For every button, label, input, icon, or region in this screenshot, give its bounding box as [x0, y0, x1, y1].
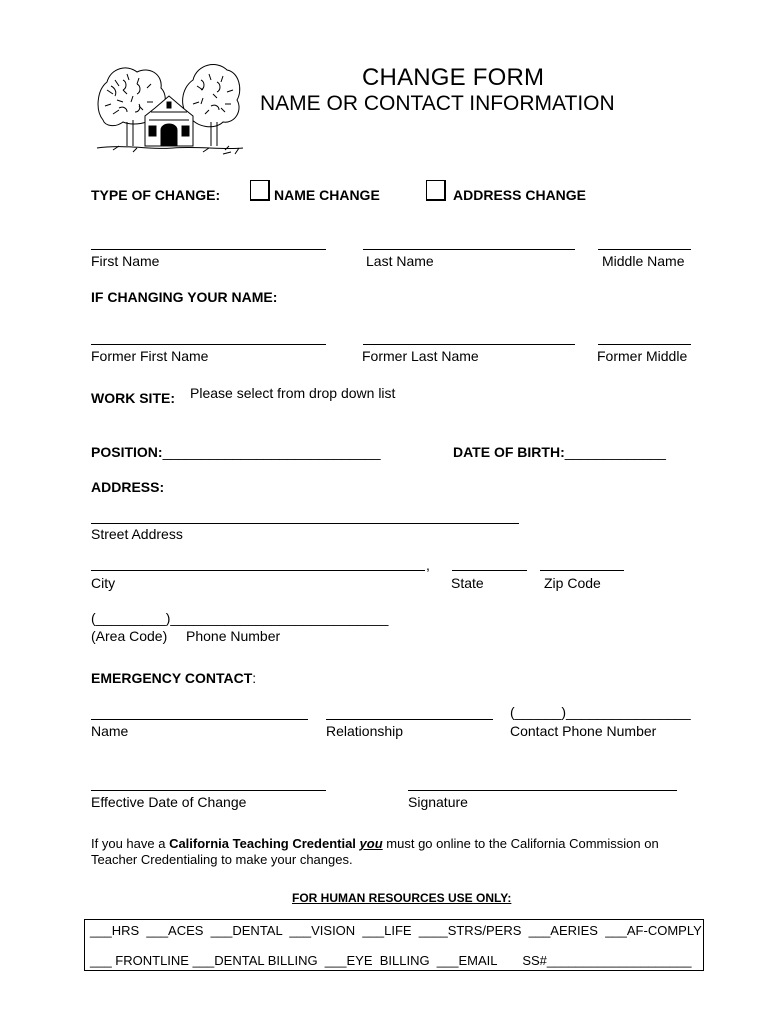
former-last-name-caption: Former Last Name [362, 348, 479, 364]
city-field[interactable] [91, 570, 425, 571]
city-comma: , [426, 557, 430, 573]
street-address-caption: Street Address [91, 526, 183, 542]
work-site-dropdown[interactable]: Please select from drop down list [190, 385, 396, 401]
first-name-field[interactable] [91, 249, 326, 250]
type-of-change-label: TYPE OF CHANGE: [91, 187, 221, 203]
changing-name-heading: IF CHANGING YOUR NAME: [91, 289, 278, 305]
name-change-checkbox[interactable] [250, 180, 270, 201]
zip-code-field[interactable] [540, 570, 624, 571]
emergency-relationship-caption: Relationship [326, 723, 404, 739]
former-first-name-caption: Former First Name [91, 348, 209, 364]
last-name-caption: Last Name [366, 253, 434, 269]
credential-note-bold: California Teaching Credential [169, 836, 356, 851]
date-of-birth-underline: _____________ [564, 444, 666, 460]
signature-field[interactable] [408, 790, 677, 791]
position-underline: ____________________________ [162, 444, 381, 460]
form-title: CHANGE FORM [362, 64, 545, 91]
state-field[interactable] [452, 570, 527, 571]
hr-use-heading: FOR HUMAN RESOURCES USE ONLY: [292, 891, 512, 905]
zip-code-caption: Zip Code [544, 575, 601, 591]
emergency-contact-label: EMERGENCY CONTACT [91, 670, 253, 686]
form-subtitle: NAME OR CONTACT INFORMATION [260, 92, 615, 115]
area-code-caption: (Area Code) [91, 628, 168, 644]
former-middle-caption: Former Middle [597, 348, 688, 364]
phone-field[interactable]: (_________)____________________________ [91, 610, 389, 626]
hr-row-1: ___HRS ___ACES ___DENTAL ___VISION ___LIFE ____STRS/PERS ___AERIES ___AF-COMPLY [90, 923, 702, 938]
address-change-label: ADDRESS CHANGE [453, 187, 587, 203]
former-first-name-field[interactable] [91, 344, 326, 345]
middle-name-field[interactable] [598, 249, 691, 250]
emergency-contact-colon: : [252, 670, 257, 686]
emergency-relationship-field[interactable] [326, 719, 493, 720]
emergency-phone-caption: Contact Phone Number [510, 723, 657, 739]
first-name-caption: First Name [91, 253, 160, 269]
position-field[interactable] [91, 444, 381, 460]
street-address-field[interactable] [91, 523, 519, 524]
credential-note-emphasis: you [359, 836, 383, 851]
credential-note [91, 836, 659, 851]
middle-name-caption: Middle Name [602, 253, 685, 269]
former-last-name-field[interactable] [363, 344, 575, 345]
address-heading: ADDRESS: [91, 479, 165, 495]
credential-note-post: must go online to the California Commission on [382, 836, 659, 851]
hr-row-2: ___ FRONTLINE ___DENTAL BILLING ___EYE BILLING ___EMAIL SS#____________________ [90, 953, 692, 968]
city-caption: City [91, 575, 116, 591]
emergency-phone-field[interactable]: (______)________________ [510, 704, 691, 720]
credential-note-pre: If you have a [91, 836, 170, 851]
emergency-name-field[interactable] [91, 719, 308, 720]
state-caption: State [451, 575, 484, 591]
name-change-label: NAME CHANGE [274, 187, 380, 203]
emergency-name-caption: Name [91, 723, 129, 739]
credential-note-line2: Teacher Credentialing to make your changes. [91, 852, 353, 867]
signature-caption: Signature [408, 794, 468, 810]
emergency-contact-heading [91, 670, 256, 686]
address-change-checkbox[interactable] [426, 180, 446, 201]
date-of-birth-label: DATE OF BIRTH: [453, 444, 565, 460]
work-site-label: WORK SITE: [91, 390, 175, 406]
effective-date-caption: Effective Date of Change [91, 794, 247, 810]
effective-date-field[interactable] [91, 790, 326, 791]
position-label: POSITION: [91, 444, 163, 460]
date-of-birth-field[interactable] [453, 444, 666, 460]
former-middle-field[interactable] [598, 344, 691, 345]
last-name-field[interactable] [363, 249, 575, 250]
phone-number-caption: Phone Number [186, 628, 281, 644]
schoolhouse-trees-illustration [93, 50, 245, 158]
